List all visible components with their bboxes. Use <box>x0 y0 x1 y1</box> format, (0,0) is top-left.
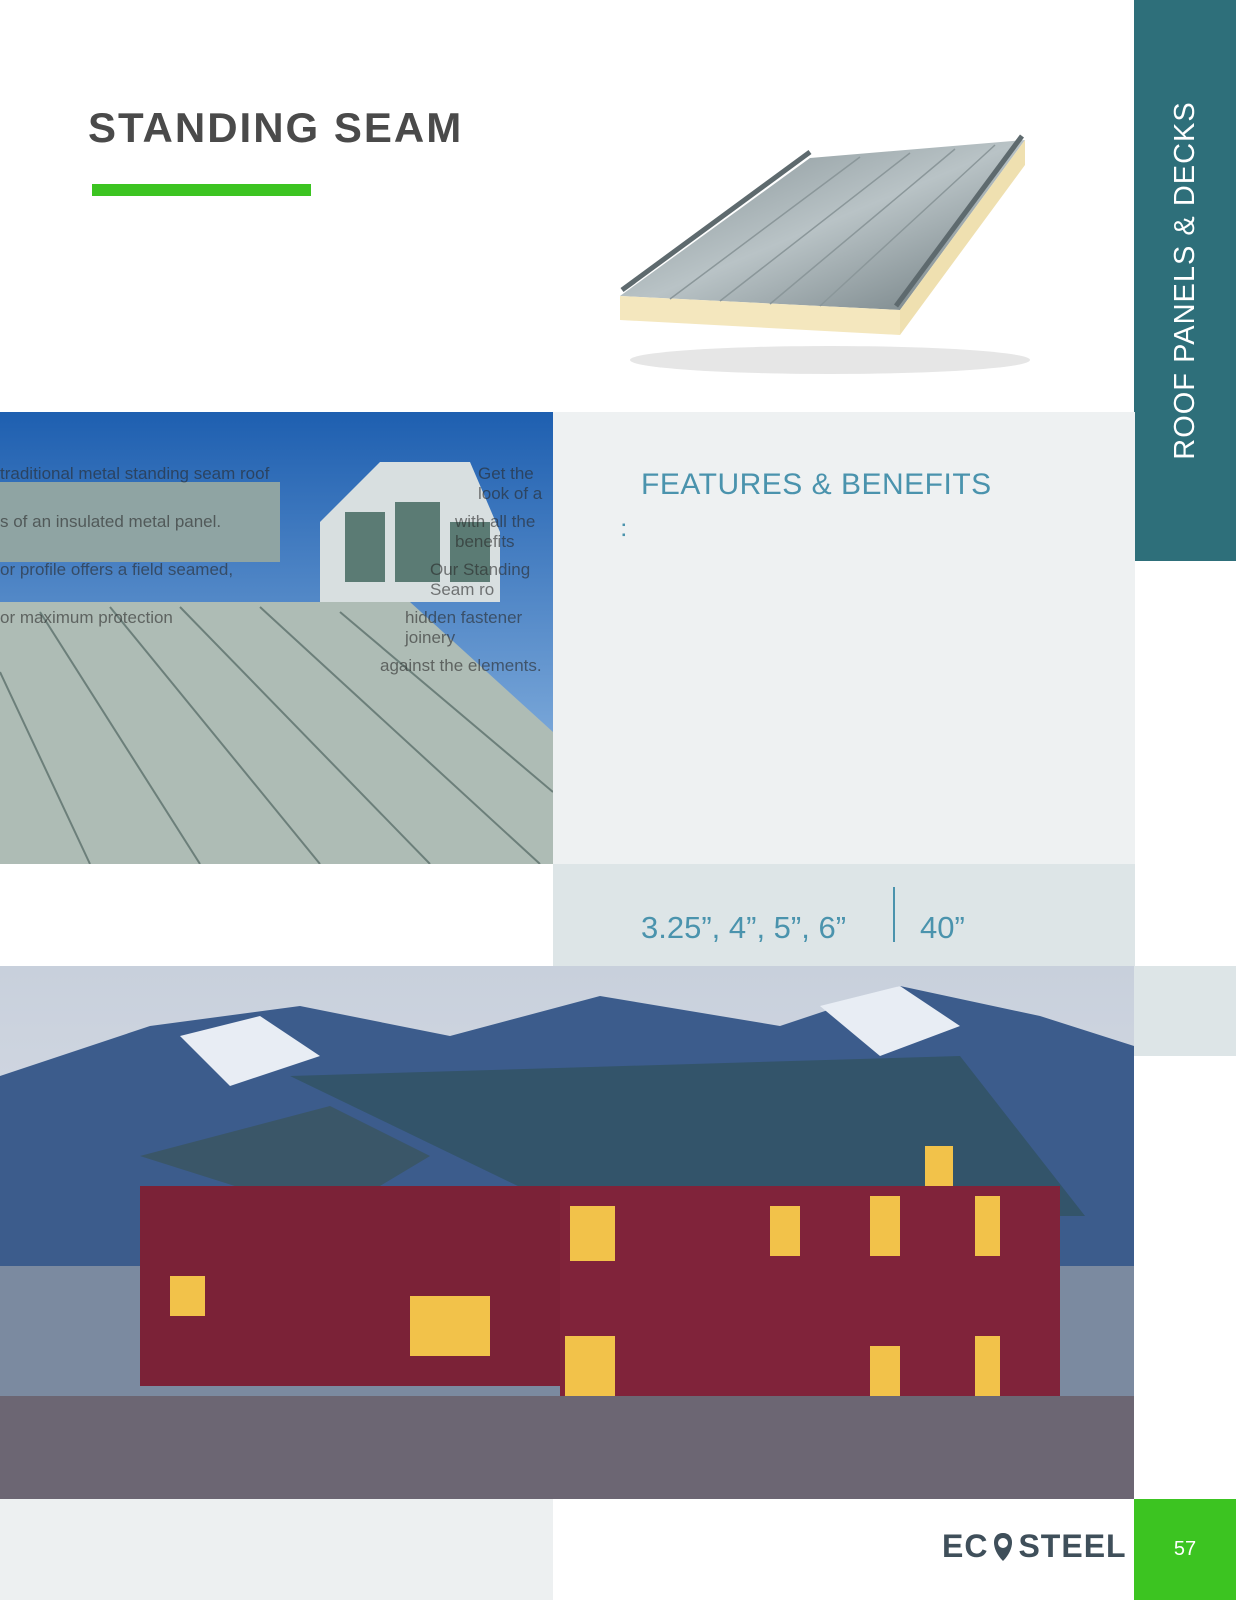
page-title: STANDING SEAM <box>88 104 464 151</box>
overlay-line: Our Standing Seam ro <box>430 560 531 599</box>
logo-leaf-icon <box>990 1532 1016 1562</box>
house-photo-illustration <box>0 966 1134 1499</box>
overlay-line: with all the benefits <box>455 512 536 551</box>
thickness-value: 3.25”, 4”, 5”, 6” <box>641 910 847 945</box>
features-list <box>620 514 1090 524</box>
logo-text-right: STEEL <box>1018 1528 1127 1564</box>
overlay-line: traditional metal standing seam roof <box>0 464 270 483</box>
title-underline <box>92 184 311 196</box>
logo-text-left: EC <box>942 1528 989 1564</box>
roof-photo <box>0 412 553 864</box>
overlay-line: or maximum protection <box>0 608 173 627</box>
features-title: FEATURES & BENEFITS <box>641 468 992 501</box>
footer-gray-block <box>0 1499 553 1600</box>
insulated-panel-image <box>600 120 1050 380</box>
overlay-line: Get the look of a <box>478 464 543 503</box>
page-number-box <box>1134 1499 1236 1600</box>
overlay-line: hidden fastener joinery <box>405 608 523 647</box>
overlay-line: against the elements. <box>380 656 542 675</box>
overlay-line: or profile offers a field seamed, <box>0 560 234 579</box>
house-photo <box>0 966 1134 1499</box>
spec-divider <box>893 887 895 942</box>
page-number: 57 <box>1173 1538 1197 1560</box>
overlay-line: s of an insulated metal panel. <box>0 512 222 531</box>
ecosteel-logo <box>942 1528 1127 1565</box>
side-gray-block <box>1134 966 1236 1056</box>
width-value: 40” <box>920 910 965 945</box>
section-side-tab-label: ROOF PANELS & DECKS <box>1168 101 1201 460</box>
section-side-tab <box>1134 0 1236 561</box>
